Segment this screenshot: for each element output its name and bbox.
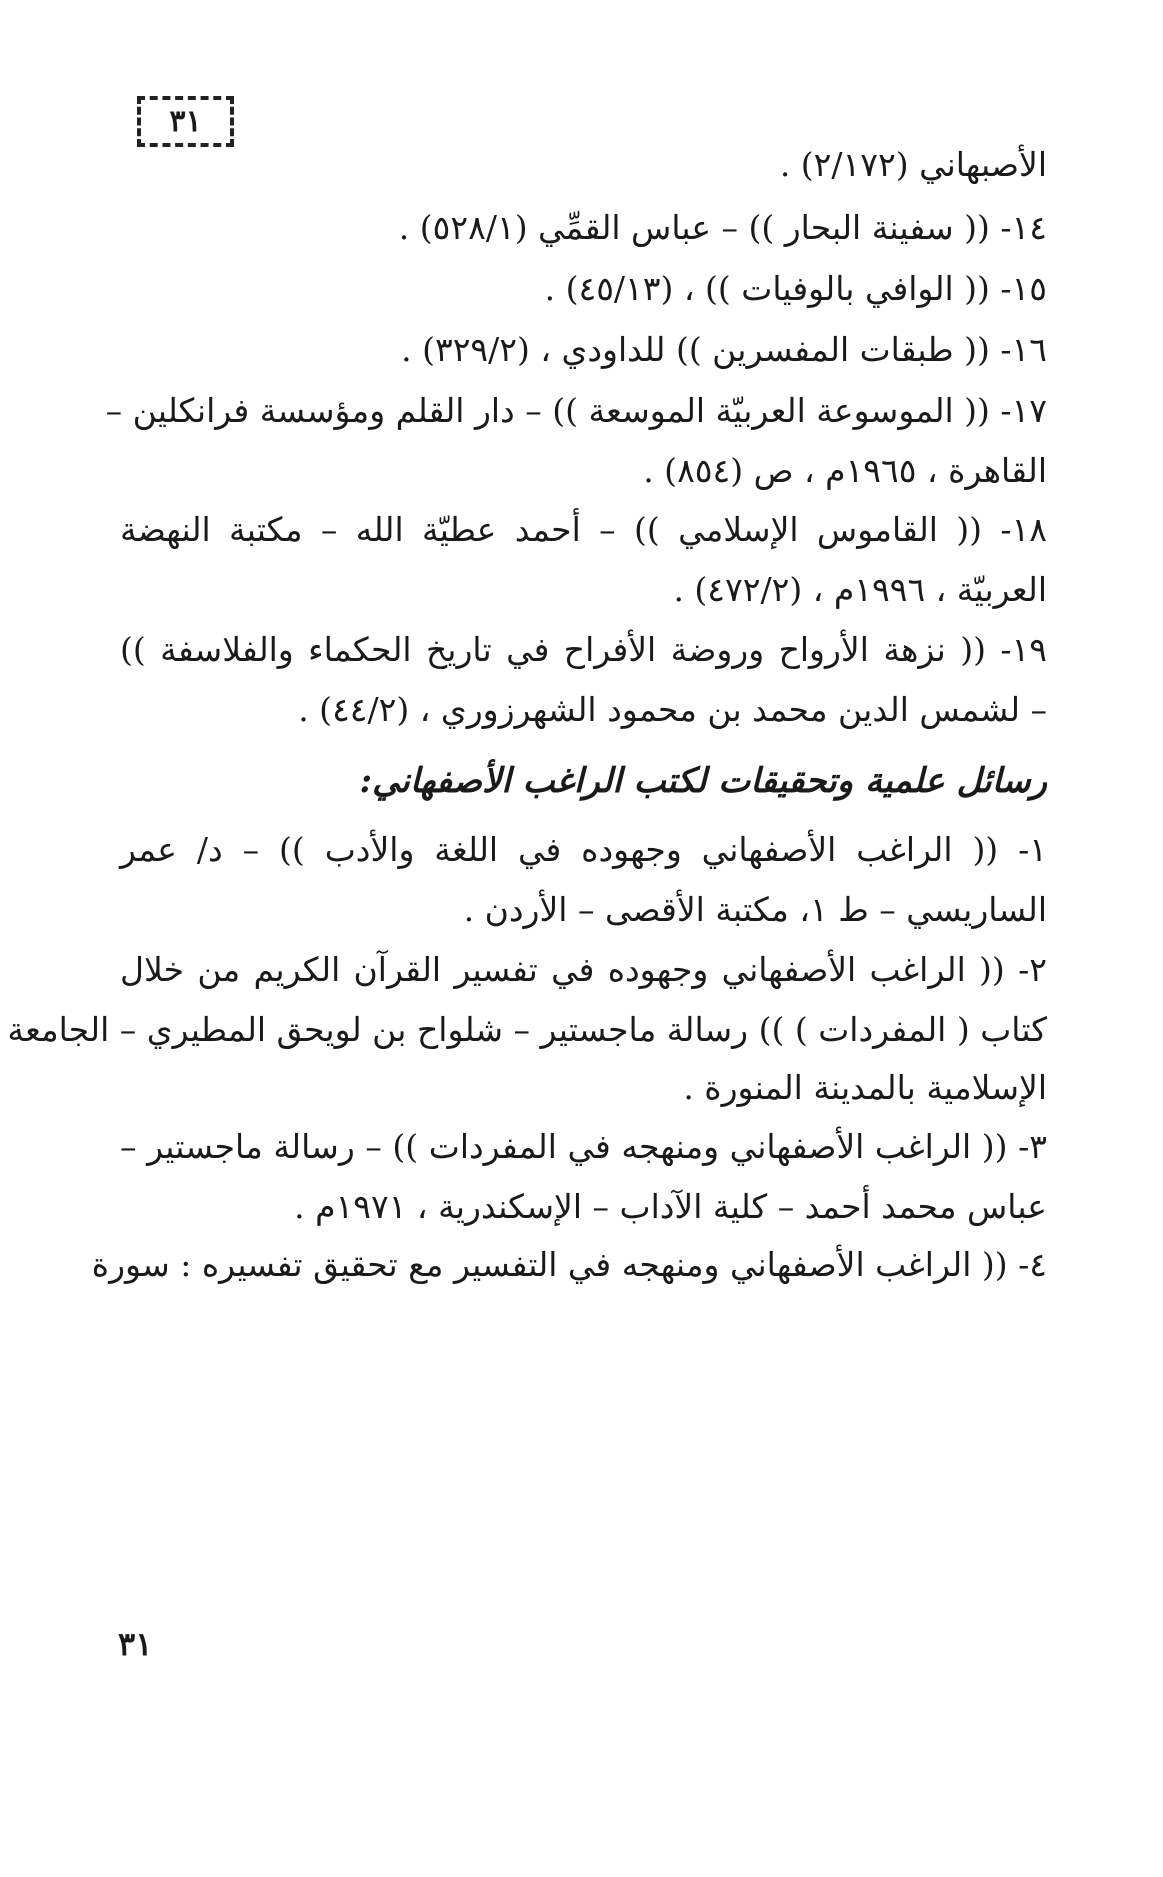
text-line: القاهرة ، ١٩٦٥م ، ص (٨٥٤) . (643, 451, 1047, 490)
list-item-15: ١٥- (( الوافي بالوفيات )) ، (٤٥/١٣) . (544, 269, 1047, 308)
text-line: الأصبهاني (٢/١٧٢) . (779, 145, 1047, 184)
page-number-top: ٣١ (169, 104, 202, 139)
list-item-4: ٤- (( الراغب الأصفهاني ومنهجه في التفسير مع تحقيق تفسيره : سورة (91, 1245, 1047, 1284)
list-item-17: ١٧- (( الموسوعة العربيّة الموسعة )) – دار القلم ومؤسسة فرانكلين – (105, 391, 1047, 430)
list-item-2: ٢- (( الراغب الأصفهاني وجهوده في تفسير القرآن الكريم من خلال (120, 950, 1047, 989)
list-item-19: ١٩- (( نزهة الأرواح وروضة الأفراح في تاريخ الحكماء والفلاسفة )) (120, 630, 1047, 669)
list-item-3: ٣- (( الراغب الأصفهاني ومنهجه في المفردات )) – رسالة ماجستير – (120, 1127, 1047, 1166)
text-line: الساريسي – ط ١، مكتبة الأقصى – الأردن . (463, 890, 1047, 929)
text-line: العربيّة ، ١٩٩٦م ، (٤٧٢/٢) . (673, 570, 1047, 609)
section-heading: رسائل علمية وتحقيقات لكتب الراغب الأصفهاني: (359, 761, 1047, 801)
text-line: الإسلامية بالمدينة المنورة . (683, 1068, 1047, 1107)
list-item-14: ١٤- (( سفينة البحار )) – عباس القمِّي (٥٢٨/١) . (398, 208, 1047, 247)
list-item-1: ١- (( الراغب الأصفهاني وجهوده في اللغة والأدب )) – د/ عمر (120, 830, 1047, 869)
list-item-16: ١٦- (( طبقات المفسرين )) للداودي ، (٣٢٩/٢) . (401, 330, 1047, 369)
text-line: عباس محمد أحمد – كلية الآداب – الإسكندرية ، ١٩٧١م . (294, 1187, 1047, 1226)
list-item-18: ١٨- (( القاموس الإسلامي )) – أحمد عطيّة الله – مكتبة النهضة (120, 510, 1047, 549)
text-line: كتاب ( المفردات ) )) رسالة ماجستير – شلواح بن لويحق المطيري – الجامعة (7, 1010, 1047, 1049)
text-line: – لشمس الدين محمد بن محمود الشهرزوري ، (٤٤/٢) . (298, 690, 1047, 729)
page-number-footer: ٣١ (118, 1625, 153, 1663)
